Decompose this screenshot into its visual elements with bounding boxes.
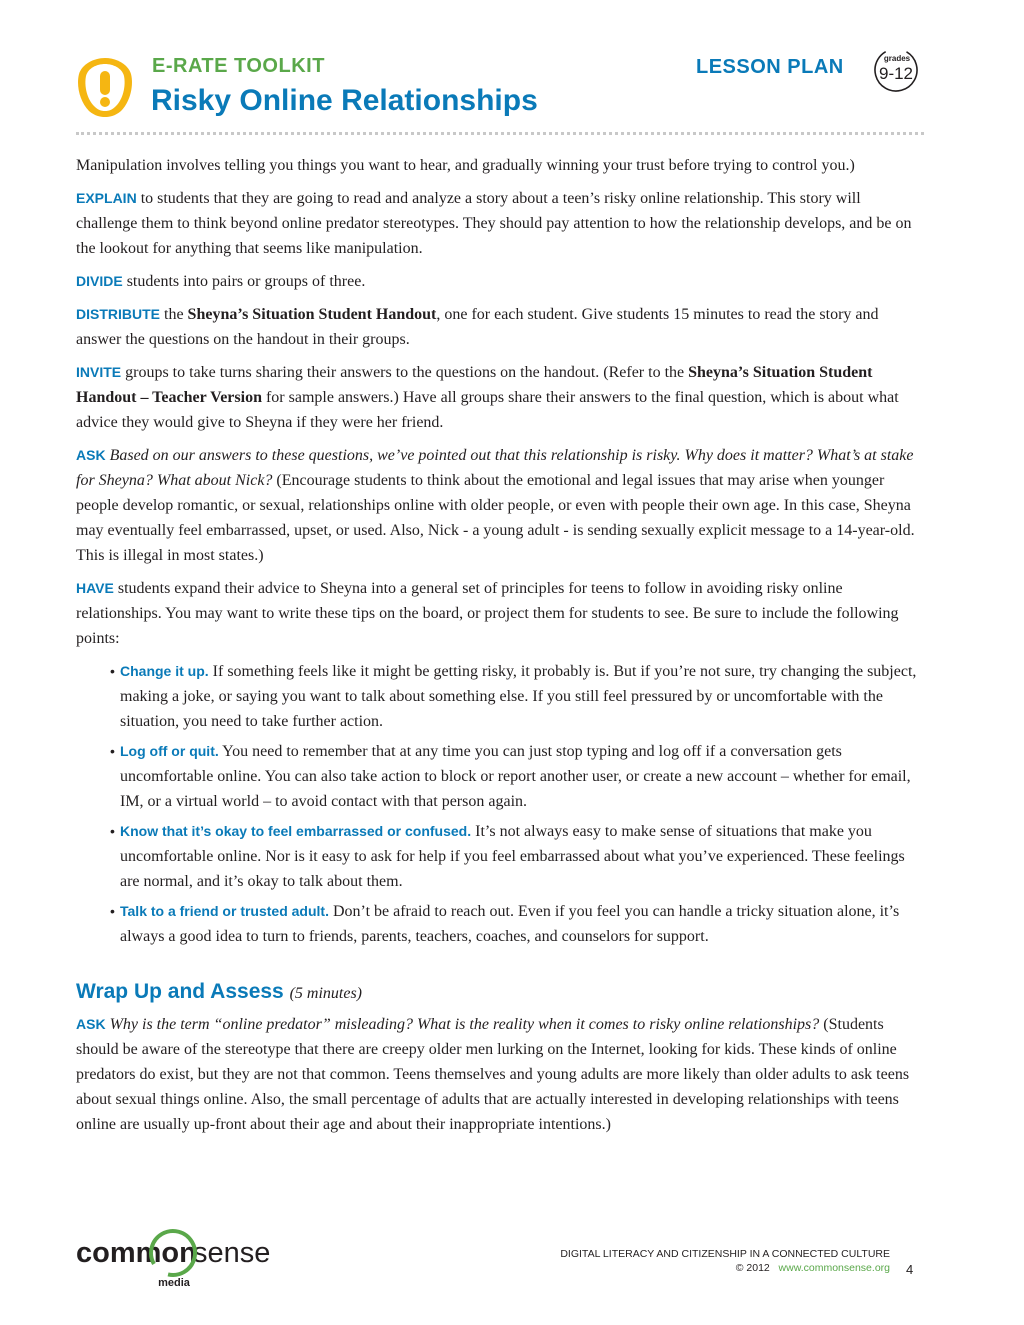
logo-sense-text: sense bbox=[193, 1237, 271, 1269]
logo-common-text: common bbox=[76, 1237, 197, 1269]
tip-text: Don’t be afraid to reach out. Even if you feel you can handle a tricky situation alone, it’s always a good idea to turn to friends, parents, teachers, coaches, and counselors for support. bbox=[120, 903, 900, 945]
explain-text: to students that they are going to read and analyze a story about a teen’s risky online relationship. This story will challenge them to think beyond online predator stereotypes. They should pay attention to how the relationship develops, and be on the lookout for anything that seems like manipulation. bbox=[76, 190, 912, 257]
bullet-icon: • bbox=[110, 903, 115, 919]
bullet-icon: • bbox=[110, 823, 115, 839]
wrap-text: (Students should be aware of the stereotype that there are creepy older men lurking on the Internet, looking for kids. These kinds of online predators do exist, but they are not that common. Teens themselves and young adults are more likely than older adults to ask teens about sexual things online. Also, the small percentage of adults that are actually interested in developing relationships with teens online are usually up-front about their age and about their inappropriate intentions.) bbox=[76, 1016, 910, 1133]
tip-text: It’s not always easy to make sense of situations that make you uncomfortable online. Nor is it easy to ask for help if you feel embarrassed about what you’ve experienced. These feelings are normal, and it’s okay to talk about them. bbox=[120, 823, 905, 890]
paragraph-explain bbox=[76, 186, 924, 261]
section-heading-wrap-up bbox=[76, 979, 924, 1006]
wrap-heading-text: Wrap Up and Assess bbox=[76, 980, 284, 1003]
wrap-minutes: (5 minutes) bbox=[289, 985, 363, 1002]
invite-handout-name: Sheyna’s Situation Student Handout – Teacher Version bbox=[76, 364, 873, 406]
common-sense-media-logo bbox=[76, 1228, 296, 1290]
list-item bbox=[110, 899, 924, 949]
paragraph-wrap-ask bbox=[76, 1012, 924, 1137]
invite-post: for sample answers.) Have all groups share their answers to the final question, which is about what advice they would give to Sheyna if they were her friend. bbox=[76, 389, 899, 431]
list-item bbox=[110, 819, 924, 894]
tip-heading: Log off or quit. bbox=[120, 743, 219, 759]
tip-heading: Know that it’s okay to feel embarrassed or confused. bbox=[120, 823, 472, 839]
list-item bbox=[110, 659, 924, 734]
footer-credit bbox=[560, 1262, 890, 1274]
keyword-ask: ASK bbox=[76, 1016, 106, 1032]
ask-text: (Encourage students to think about the emotional and legal issues that may arise when younger people develop romantic, or sexual, relationships online with older people, or even with people their own age. In this case, Sheyna may eventually feel embarrassed, upset, or used. Also, Nick - a young adult - is sending sexually explicit message to a 14-year-old. This is illegal in most states.) bbox=[76, 472, 915, 564]
list-item bbox=[110, 739, 924, 814]
keyword-distribute: DISTRIBUTE bbox=[76, 306, 160, 322]
invite-pre: groups to take turns sharing their answers to the questions on the handout. (Refer to the bbox=[121, 364, 689, 381]
lesson-body bbox=[76, 153, 924, 1145]
lesson-plan-label: LESSON PLAN bbox=[696, 56, 844, 78]
paragraph-manipulation: Manipulation involves telling you things you want to hear, and gradually winning your trust before trying to control you.) bbox=[76, 157, 855, 174]
bullet-icon: • bbox=[110, 663, 115, 679]
ask-question: Based on our answers to these questions, we’ve pointed out that this relationship is risky. Why does it matter? What’s at stake for Sheyna? What about Nick? bbox=[76, 447, 914, 489]
tip-heading: Change it up. bbox=[120, 663, 209, 679]
distribute-handout-name: Sheyna’s Situation Student Handout bbox=[187, 306, 437, 323]
wrap-question: Why is the term “online predator” misleading? What is the reality when it comes to risky online relationships? bbox=[105, 1016, 820, 1033]
paragraph-divide bbox=[76, 269, 924, 294]
footer-url-link[interactable]: www.commonsense.org bbox=[778, 1262, 890, 1274]
keyword-divide: DIVIDE bbox=[76, 273, 123, 289]
grades-label: grades bbox=[883, 54, 911, 63]
footer-info bbox=[560, 1248, 890, 1274]
divide-text: students into pairs or groups of three. bbox=[122, 273, 366, 290]
toolkit-label: E-RATE TOOLKIT bbox=[152, 55, 325, 77]
logo-media-text: media bbox=[158, 1277, 190, 1289]
keyword-have: HAVE bbox=[76, 580, 114, 596]
header-divider bbox=[76, 132, 924, 135]
paragraph-invite bbox=[76, 360, 924, 435]
tip-text: You need to remember that at any time you can just stop typing and log off if a conversation gets uncomfortable online. You can also take action to block or report another user, or create a new account – whether for email, IM, or a virtual world – to avoid contact with that person again. bbox=[120, 743, 911, 810]
bullet-icon: • bbox=[110, 743, 115, 759]
tips-list bbox=[76, 659, 924, 949]
grades-range: 9-12 bbox=[878, 64, 914, 83]
keyword-invite: INVITE bbox=[76, 364, 122, 380]
footer-tagline: DIGITAL LITERACY AND CITIZENSHIP IN A CONNECTED CULTURE bbox=[560, 1248, 890, 1260]
page-number: 4 bbox=[906, 1262, 914, 1277]
grades-circle-icon bbox=[872, 46, 920, 94]
distribute-post: , one for each student. Give students 15 minutes to read the story and answer the questions on the handout in their groups. bbox=[76, 306, 879, 348]
footer-copyright: © 2012 bbox=[735, 1262, 770, 1274]
keyword-explain: EXPLAIN bbox=[76, 190, 137, 206]
paragraph-distribute bbox=[76, 302, 924, 352]
paragraph-have bbox=[76, 576, 924, 651]
tip-heading: Talk to a friend or trusted adult. bbox=[120, 903, 329, 919]
tip-text: If something feels like it might be getting risky, it probably is. But if you’re not sure, try changing the subject, making a joke, or saying you want to talk about something else. If you still feel pressured by or uncomfortable with the situation, you need to take further action. bbox=[120, 663, 917, 730]
page-title: Risky Online Relationships bbox=[151, 84, 538, 117]
exclamation-shield-icon bbox=[76, 56, 134, 118]
have-text: students expand their advice to Sheyna into a general set of principles for teens to follow in avoiding risky online relationships. You may want to write these tips on the board, or project them for students to see. Be sure to include the following points: bbox=[76, 580, 899, 647]
paragraph-ask bbox=[76, 443, 924, 568]
distribute-pre: the bbox=[160, 306, 188, 323]
keyword-ask: ASK bbox=[76, 447, 106, 463]
